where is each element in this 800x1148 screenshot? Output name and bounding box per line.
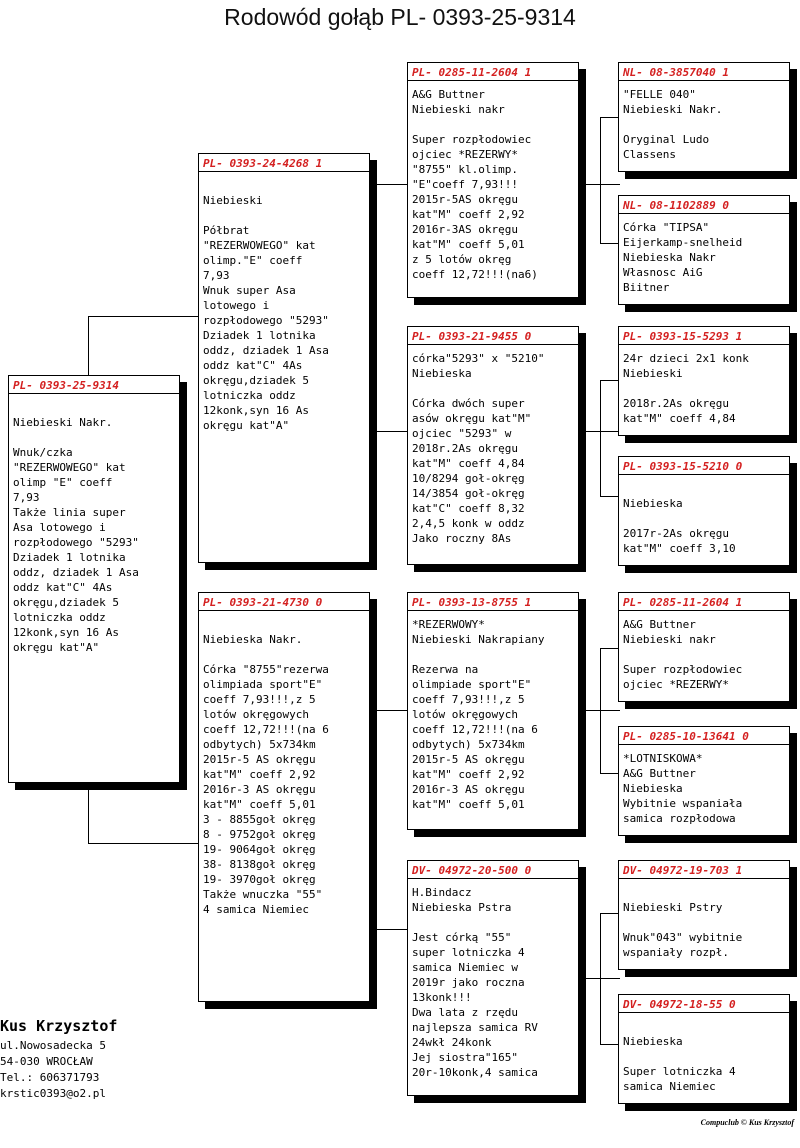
pigeon-description: Córka "TIPSA" Eijerkamp-snelheid Niebieska Nakr Własnosc AiG Biitner	[623, 221, 743, 294]
ring-number: PL- 0393-24-4268 1	[199, 156, 369, 172]
pigeon-description: A&G Buttner Niebieski nakr Super rozpłodowiec ojciec *REZERWY* "8755" kl.olimp. "E"coeff 7,93!!! 2015r-5AS okręgu kat"M" coeff 2,92 2016r-3AS okręgu kat"M" coeff 5,01 z 5 lotów okręg coeff 12,72!!!(na6)	[412, 88, 538, 281]
ring-number: PL- 0393-21-9455 0	[408, 329, 578, 345]
pigeon-card-grandsire-paternal	[407, 62, 579, 298]
pigeon-description: Niebieski Pstry Wnuk"043" wybitnie wspaniały rozpł.	[623, 901, 743, 959]
ring-number: PL- 0393-15-5210 0	[619, 459, 789, 475]
pigeon-description: *LOTNISKOWA* A&G Buttner Niebieska Wybitnie wspaniała samica rozpłodowa	[623, 752, 743, 825]
pigeon-description: *REZERWOWY* Niebieski Nakrapiany Rezerwa na olimpiade sport"E" coeff 7,93!!!,z 5 lotów okręgowych coeff 12,72!!!(na 6 odbytych) 5x734km 2015r-5 AS okręgu kat"M" coeff 2,92 2016r-3 AS okręgu kat"M" coeff 5,01	[412, 618, 545, 811]
connector-line	[600, 913, 620, 914]
connector-line	[600, 913, 601, 1044]
pigeon-card-granddam-maternal	[407, 860, 579, 1096]
pigeon-card-great-grandparent	[618, 994, 790, 1104]
connector-line	[88, 843, 200, 844]
owner-email: krstic0393@o2.pl	[0, 1087, 106, 1100]
connector-line	[88, 316, 200, 317]
connector-line	[600, 496, 620, 497]
connector-line	[600, 648, 601, 773]
ring-number: DV- 04972-20-500 0	[408, 863, 578, 879]
pigeon-description: H.Bindacz Niebieska Pstra Jest córką "55" super lotniczka 4 samica Niemiec w 2019r jako roczna 13konk!!! Dwa lata z rzędu najlepsza samica RV 24wkł 24konk Jej siostra"165" 20r-10konk,4 samica	[412, 886, 538, 1079]
owner-name: Kus Krzysztof	[0, 1017, 118, 1035]
connector-line	[370, 431, 409, 432]
pigeon-card-father	[198, 153, 370, 563]
pigeon-card-great-grandparent	[618, 456, 790, 566]
ring-number: PL- 0285-11-2604 1	[408, 65, 578, 81]
ring-number: NL- 08-3857040 1	[619, 65, 789, 81]
pigeon-description: Niebieski Nakr. Wnuk/czka "REZERWOWEGO" kat olimp "E" coeff 7,93 Także linia super Asa lotowego i rozpłodowego "5293" Dziadek 1 lotnika oddz, dziadek 1 Asa oddz kat"C" 4As okręgu,dziadek 5 lotniczka oddz 12konk,syn 16 As okręgu kat"A"	[13, 416, 139, 654]
pigeon-card-great-grandparent	[618, 726, 790, 836]
ring-number: PL- 0285-11-2604 1	[619, 595, 789, 611]
connector-line	[600, 380, 601, 496]
connector-line	[88, 316, 89, 376]
pigeon-description: A&G Buttner Niebieski nakr Super rozpłodowiec ojciec *REZERWY*	[623, 618, 743, 691]
connector-line	[88, 783, 89, 843]
pigeon-description: córka"5293" x "5210" Niebieska Córka dwóch super asów okręgu kat"M" ojciec "5293" w 2018r.2As okręgu kat"M" coeff 4,84 10/8294 goł-okręg 14/3854 goł-okręg kat"C" coeff 8,32 2,4,5 konk w oddz Jako roczny 8As	[412, 352, 545, 545]
owner-phone: Tel.: 606371793	[0, 1071, 100, 1084]
pigeon-description: Niebieska Nakr. Córka "8755"rezerwa olimpiada sport"E" coeff 7,93!!!,z 5 lotów okręgowych coeff 12,72!!!(na 6 odbytych) 5x734km 2015r-5 AS okręgu kat"M" coeff 2,92 2016r-3 AS okręgu kat"M" coeff 5,01 3 - 8855goł okręg 8 - 9752goł okręg 19- 9064goł okręg 38- 8138goł okręg 19- 3970goł okręg Także wnuczka "55" 4 samica Niemiec	[203, 633, 329, 916]
pigeon-description: 24r dzieci 2x1 konk Niebieski 2018r.2As okręgu kat"M" coeff 4,84	[623, 352, 749, 425]
owner-street: ul.Nowosadecka 5	[0, 1039, 106, 1052]
ring-number: PL- 0285-10-13641 0	[619, 729, 789, 745]
pigeon-card-mother	[198, 592, 370, 1002]
connector-line	[600, 243, 620, 244]
pigeon-card-grandsire-maternal	[407, 592, 579, 830]
ring-number: PL- 0393-21-4730 0	[199, 595, 369, 611]
pigeon-card-great-grandparent	[618, 860, 790, 970]
pigeon-description: "FELLE 040" Niebieski Nakr. Oryginal Ludo Classens	[623, 88, 723, 161]
footer-credit: Compuclub © Kus Krzysztof	[700, 1118, 794, 1127]
page-title: Rodowód gołąb PL- 0393-25-9314	[224, 4, 576, 30]
connector-line	[600, 648, 620, 649]
pigeon-description: Niebieski Półbrat "REZERWOWEGO" kat olimp."E" coeff 7,93 Wnuk super Asa lotowego i rozpłodowego "5293" Dziadek 1 lotnika oddz, dziadek 1 Asa oddz kat"C" 4As okręgu,dziadek 5 lotniczka oddz 12konk,syn 16 As okręgu kat"A"	[203, 194, 329, 432]
ring-number: PL- 0393-25-9314	[9, 378, 179, 394]
connector-line	[600, 117, 601, 243]
connector-line	[370, 184, 409, 185]
connector-line	[600, 117, 620, 118]
ring-number: NL- 08-1102889 0	[619, 198, 789, 214]
connector-line	[600, 773, 620, 774]
connector-line	[370, 710, 409, 711]
pigeon-description: Niebieska 2017r-2As okręgu kat"M" coeff 3,10	[623, 497, 736, 555]
pigeon-card-great-grandparent	[618, 326, 790, 436]
connector-line	[600, 1044, 620, 1045]
ring-number: PL- 0393-13-8755 1	[408, 595, 578, 611]
ring-number: PL- 0393-15-5293 1	[619, 329, 789, 345]
pigeon-card-subject	[8, 375, 180, 783]
owner-city: 54-030 WROCŁAW	[0, 1055, 93, 1068]
connector-line	[370, 929, 409, 930]
pigeon-card-great-grandparent	[618, 592, 790, 702]
pigeon-card-great-grandparent	[618, 62, 790, 172]
pigeon-card-great-grandparent	[618, 195, 790, 305]
ring-number: DV- 04972-18-55 0	[619, 997, 789, 1013]
owner-contact	[0, 1014, 117, 1102]
pigeon-description: Niebieska Super lotniczka 4 samica Niemiec	[623, 1035, 736, 1093]
pigeon-card-granddam-paternal	[407, 326, 579, 565]
ring-number: DV- 04972-19-703 1	[619, 863, 789, 879]
connector-line	[600, 380, 620, 381]
